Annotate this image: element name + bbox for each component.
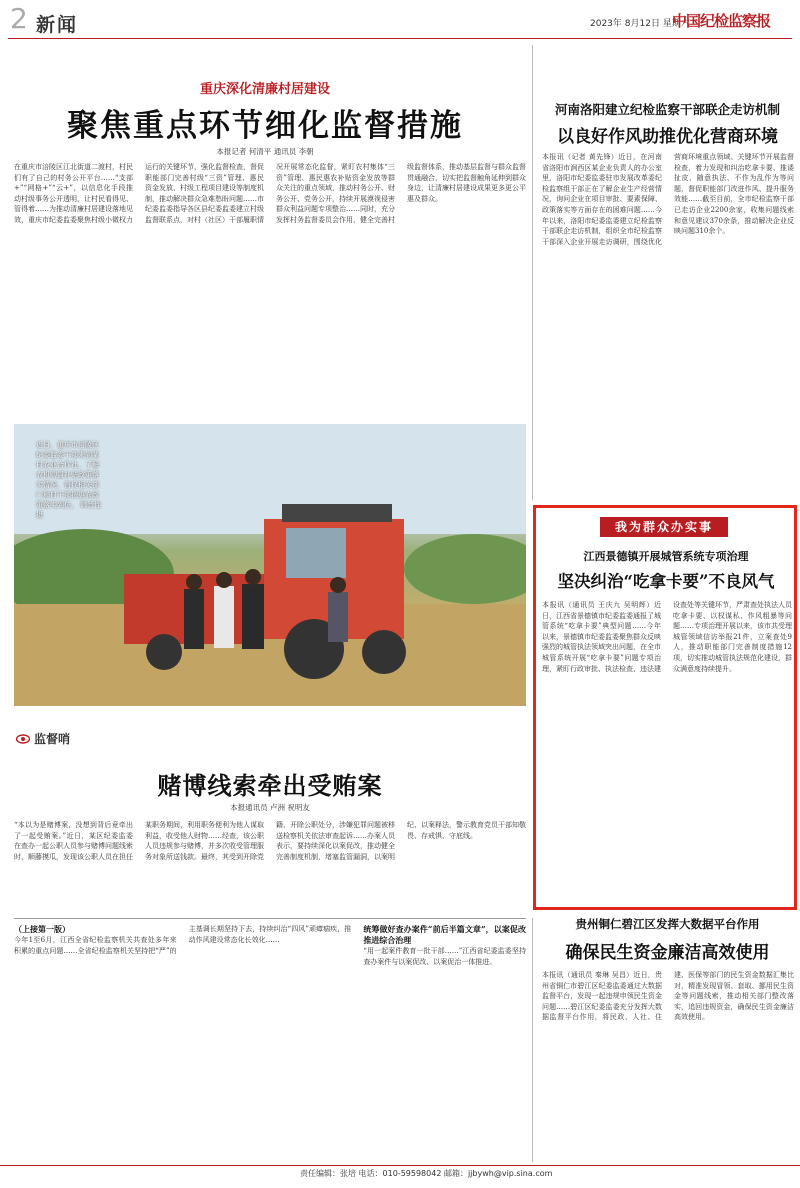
eye-icon [16, 732, 30, 746]
continuation-body-2: “用一起案件教育一批干部……”江西省纪委监委坚持查办案件与以案促改、以案促治一体推进。 [363, 947, 526, 966]
side-body: 本报讯（记者 黄先锋）近日，在河南省洛阳市涧西区某企业负责人的办公室里，洛阳市纪委监委驻市发展改革委纪检监察组干部正在了解企业生产经营情况，询问企业在项目审批、要素保障、政策落实等方面存在的困难问题……今年以来，洛阳市纪委监委建立纪检监察干部联企走访机制，组织全市纪检监察干部深入企业开展走访调研，围绕优化营商环境重点领域、关键环节开展监督检查，着力发现和纠治吃拿卡要、推诿扯皮、随意执法、不作为乱作为等问题，督促职能部门改进作风、提升服务效能……截至目前，全市纪检监察干部已走访企业2200余家，收集问题线索和意见建议370余条，推动解决企业反映问题310余个。 [542, 153, 794, 246]
gambling-body: “本以为是赌博案，没想到背后竟牵出了一起受贿案。”近日，某区纪委监委在查办一起公职人员参与赌博问题线索时，顺藤摸瓜，发现该公职人员在担任某职务期间，利用职务便利为他人谋取利益，收受他人财物……经查，该公职人员违规参与赌博，并多次收受管理服务对象所送钱款。最终，其受到开除党籍、开除公职处分，涉嫌犯罪问题被移送检察机关依法审查起诉……办案人员表示，要持续深化以案促改，推动健全完善制度机制，堵塞监管漏洞，以案明纪、以案释法，警示教育党员干部知敬畏、存戒惧、守底线。 [14, 821, 526, 861]
footer-rule [0, 1165, 800, 1166]
continuation-body: 今年1至6月，江西全省纪检监察机关共查处多年来积累的重点问题……全省纪检监察机关坚持把“严”的主基调长期坚持下去，持续纠治“四风”顽瘴痼疾，推动作风建设常态化长效化…… [14, 925, 352, 955]
issue-date: 2023年 8月12日 星期六 [590, 19, 690, 29]
side-headline-top: 河南洛阳建立纪检监察干部联企走访机制 [554, 102, 780, 117]
gambling-byline: 本报通讯员 卢洲 祝明友 [230, 803, 310, 812]
masthead-rule [8, 38, 792, 39]
continuation-block [14, 924, 526, 1160]
section-divider [14, 918, 526, 919]
column-divider [532, 45, 533, 500]
callout-body: 本报讯（通讯员 王庆九 吴明辉）近日，江西省景德镇市纪委监委通报了城管系统“吃拿卡要”典型问题……今年以来，景德镇市纪委监委聚焦群众反映强烈的城管执法领域突出问题，在全市城管系统开展“吃拿卡要”问题专项治理，紧盯行政审批、执法检查、违法建设查处等关键环节，严肃查处执法人员吃拿卡要、以权谋私、作风粗暴等问题……专项治理开展以来，该市共受理城管领域信访举报21件，立案查处9人，推动职能部门完善制度措施12项，切实推动城管执法规范化建设，群众满意度持续提升。 [542, 601, 792, 673]
lead-body: 在重庆市涪陵区江北街道二渡村，村民们有了自己的村务公开平台……“支部+”“网格+”“云+”，以信息化手段推动村级事务公开透明，让村民看得见、管得着……为推动清廉村居建设落地见效，重庆市纪委监委聚焦村级小微权力运行的关键环节，强化监督检查，督促职能部门完善村级“三资”管理、惠民资金发放、村级工程项目建设等制度机制，推动解决群众急难愁盼问题……市纪委监委指导各区县纪委监委建立村级监督联系点，对村（社区）干部履职情况开展常态化监督，紧盯农村集体“三资”管理、惠民惠农补贴资金发放等群众关注的重点领域，推动村务公开、财务公开、党务公开，持续开展漠视侵害群众利益问题专项整治……同时，充分发挥村务监督委员会作用，健全完善村级监督体系，推动基层监督与群众监督贯通融合，切实把监督触角延伸到群众身边，让清廉村居建设成果更多更公平惠及群众。 [14, 163, 526, 224]
continuation-label: （上接第一版） [14, 924, 70, 934]
callout-tag: 我为群众办实事 [600, 517, 728, 537]
lead-headline: 聚焦重点环节细化监督措施 [67, 108, 463, 144]
continuation-subhead: 统筹做好查办案件“前后半篇文章”，以案促改推进综合治理 [363, 924, 526, 945]
footer-info: 责任编辑：张培 电话：010-59598042 邮箱：jjbywh@vip.sina.com [300, 1169, 553, 1178]
lead-byline: 本报记者 何清平 通讯员 李朝 [216, 147, 314, 156]
guizhou-headline: 确保民生资金廉洁高效使用 [565, 943, 770, 963]
column-tag [16, 730, 70, 747]
page-number: 2 [10, 2, 28, 35]
bottom-column-divider [532, 918, 533, 1162]
column-tag-label: 监督哨 [34, 732, 71, 746]
gambling-headline: 赌博线索牵出受贿案 [157, 771, 383, 800]
guizhou-headline-top: 贵州铜仁碧江区发挥大数据平台作用 [575, 917, 760, 931]
side-headline: 以良好作风助推优化营商环境 [557, 127, 778, 147]
guizhou-body: 本报讯（通讯员 秦琳 吴昌）近日，贵州省铜仁市碧江区纪委监委通过大数据监督平台，发现一起违规申领民生资金问题……碧江区纪委监委充分发挥大数据监督平台作用，将民政、人社、住建、医保等部门的民生资金数据汇集比对，精准发现冒领、套取、挪用民生资金等问题线索，推动相关部门整改落实，追回违规资金，确保民生资金廉洁高效使用。 [542, 971, 794, 1022]
callout-headline-top: 江西景德镇开展城管系统专项治理 [583, 550, 749, 563]
section-name: 新闻 [36, 14, 79, 36]
callout-headline: 坚决纠治“吃拿卡要”不良风气 [557, 572, 775, 591]
paper-logo: 中国纪检监察报 [672, 12, 771, 30]
photo-caption: 近日，重庆市涪陵区纪委监委干部来到某村农业合作社，了解农机购置补贴政策落实情况，督促相关部门和村干部把惠农政策落实到位。 韩晋性 摄 [36, 441, 102, 519]
lead-kicker: 重庆深化清廉村居建设 [199, 82, 330, 97]
